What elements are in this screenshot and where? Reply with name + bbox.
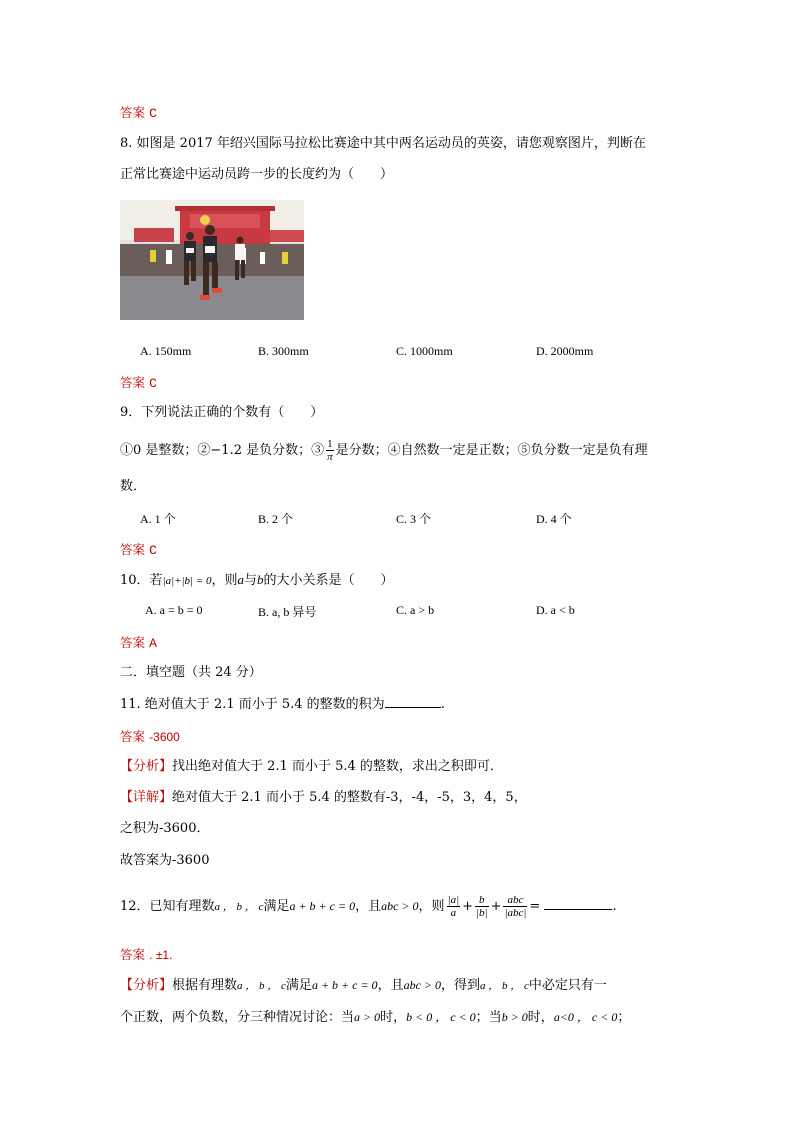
marathon-photo: [120, 200, 304, 320]
q10-option-b: B. a, b 异号: [258, 605, 317, 619]
q8-option-d: D. 2000mm: [536, 344, 594, 358]
q9-option-b: B. 2 个: [258, 512, 294, 526]
answer-8: 答案 C: [120, 375, 157, 391]
q11-detail-line3: 故答案为-3600: [120, 853, 210, 868]
q8-option-b: B. 300mm: [258, 344, 309, 358]
q11-detail: 【详解】绝对值大于 2.1 而小于 5.4 的整数有-3，-4，-5，3，4，5，: [120, 790, 527, 805]
q9-option-d: D. 4 个: [536, 512, 572, 526]
q8-option-a: A. 150mm: [140, 344, 192, 358]
question-8-line1: 8. 如图是 2017 年绍兴国际马拉松比赛途中其中两名运动员的英姿，请您观察图片，判断在: [120, 136, 646, 151]
fraction-abc-over-abs-abc: $\frac{\text{abc}}{\text{|abc|}}$: [504, 894, 527, 919]
fraction-abs-a-over-a: $\frac{|a|}{a}$: [447, 894, 460, 919]
q8-option-c: C. 1000mm: [396, 344, 453, 358]
question-12: 12．已知有理数a ， b ， c满足a + b + c = 0，且abc > 0，则 $\frac{|a|}{a}$ + $\frac{b}{|b|}$ + $\frac{\text{abc}}{\text{|abc|}}$ = .: [120, 894, 617, 919]
q11-detail-line2: 之积为-3600．: [120, 821, 210, 836]
q10-option-d: D. a < b: [536, 603, 575, 617]
fraction-1-over-pi: $\frac{1}{\pi}$: [327, 438, 333, 463]
question-8-line2: 正常比赛途中运动员跨一步的长度约为（ ）: [120, 167, 394, 182]
q9-option-c: C. 3 个: [396, 512, 432, 526]
answer-11: 答案 -3600: [120, 729, 180, 744]
answer-7: 答案 C: [120, 105, 157, 121]
fraction-b-over-abs-b: $\frac{b}{|b|}$: [476, 894, 488, 919]
q11-analysis: 【分析】找出绝对值大于 2.1 而小于 5.4 的整数，求出之积即可．: [120, 759, 503, 774]
q12-analysis-line1: 【分析】根据有理数a ， b ， c满足a + b + c = 0，且abc > 0，得到a ， b ， c中必定只有一: [120, 978, 607, 993]
question-11: 11. 绝对值大于 2.1 而小于 5.4 的整数的积为 .: [120, 697, 445, 712]
q9-option-a: A. 1 个: [140, 512, 176, 526]
q10-option-a: A. a = b = 0: [145, 603, 203, 617]
answer-12: 答案 . ±1.: [120, 947, 173, 962]
question-9-line1: ①0 是整数；②−1.2 是负分数；③ $\frac{1}{\pi}$ 是分数；④自然数一定是正数；⑤负分数一定是负有理: [120, 438, 648, 463]
answer-blank: [544, 899, 612, 910]
q10-option-c: C. a > b: [396, 603, 435, 617]
section-title-fill-in: 二．填空题（共 24 分）: [120, 665, 262, 680]
question-9-stem: 9．下列说法正确的个数有（ ）: [120, 405, 324, 420]
question-10-stem: 10．若|a|+|b| = 0，则a与b的大小关系是（ ）: [120, 572, 394, 588]
q12-analysis-line2: 个正数，两个负数，分三种情况讨论：当a > 0时，b < 0 ， c < 0；当b > 0时，a<0 ， c < 0；: [120, 1010, 631, 1025]
answer-10: 答案 A: [120, 635, 157, 651]
answer-blank: [385, 697, 441, 708]
answer-9: 答案 C: [120, 542, 157, 558]
question-9-line2: 数．: [120, 479, 147, 494]
